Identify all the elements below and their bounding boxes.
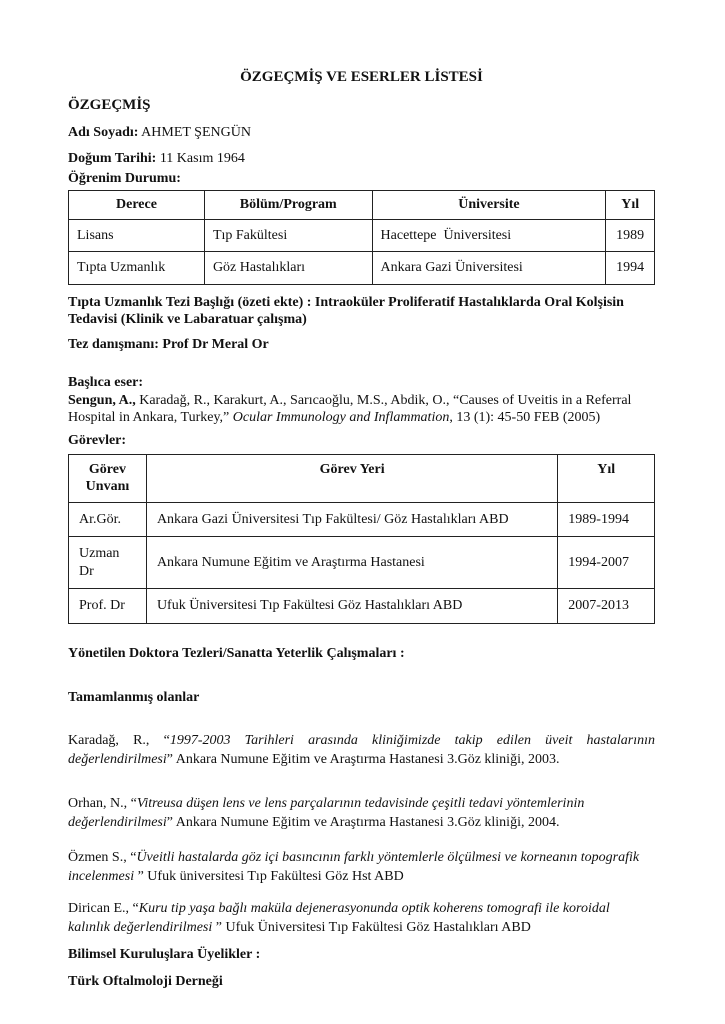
thesis-item-authors: Özmen S., “	[68, 850, 137, 866]
thesis-item	[68, 795, 655, 833]
education-table	[68, 190, 655, 285]
thesis-item-institution: ” Ufuk Üniversitesi Tıp Fakültesi Göz Hastalıkları ABD	[215, 920, 531, 936]
thesis-item-institution: ” Ufuk üniversitesi Tıp Fakültesi Göz Hst ABD	[137, 869, 404, 885]
name-row	[68, 124, 655, 142]
main-work-label: Başlıca eser:	[68, 375, 144, 391]
header-cell-gorev-yeri: Görev Yeri	[146, 454, 557, 502]
specialty-thesis-title: Tıpta Uzmanlık Tezi Başlığı (özeti ekte) : Intraoküler Proliferatif Hastalıklarda Oral Kolşisin Tedavisi (Klinik ve Labaratuar çalışma)	[68, 294, 624, 327]
birth-date-value: 11 Kasım 1964	[156, 151, 245, 166]
thesis-item	[68, 732, 655, 770]
birth-date-label: Doğum Tarihi:	[68, 151, 157, 166]
education-status-label: Öğrenim Durumu:	[68, 170, 181, 186]
table-cell-program: Göz Hastalıkları	[204, 252, 372, 285]
citation-authors: Karadağ, R., Karakurt, A., Sarıcaoğlu, M.S., Abdik, O., “Causes of Uveitis in a Referral Hospital in Ankara, Turkey,”	[68, 392, 632, 426]
main-work-citation	[68, 392, 655, 427]
thesis-item	[68, 900, 655, 938]
supervised-theses-heading: Yönetilen Doktora Tezleri/Sanatta Yeterlik Çalışmaları :	[68, 645, 405, 661]
thesis-item-title: 1997-2003 Tarihleri arasında kliniğimizde takip edilen üveit hastalarının değerlendirilmesi	[68, 732, 656, 767]
header-cell-universite: Üniversite	[372, 191, 606, 220]
duties-table	[68, 454, 655, 624]
birth-date-row	[68, 150, 655, 168]
thesis-item-institution: ” Ankara Numune Eğitim ve Araştırma Hastanesi 3.Göz kliniği, 2004.	[166, 814, 560, 830]
memberships-heading: Bilimsel Kuruluşlara Üyelikler :	[68, 947, 261, 962]
table-row	[69, 219, 655, 252]
header-cell-derece: Derece	[69, 191, 205, 220]
citation-first-author: Sengun, A.,	[68, 392, 136, 408]
header-cell-bolum-program: Bölüm/Program	[204, 191, 372, 220]
thesis-item-title: Kuru tip yaşa bağlı maküla dejenerasyonunda optik koherens tomografi ile koroidal kalınlık değerlendirilmesi	[68, 901, 610, 936]
table-row	[69, 589, 655, 624]
table-cell-title: Prof. Dr	[69, 589, 147, 624]
table-cell-year: 1989	[606, 219, 655, 252]
education-table-header-row	[69, 191, 655, 220]
table-cell-place: Ankara Numune Eğitim ve Araştırma Hastanesi	[146, 537, 557, 589]
table-cell-university: Ankara Gazi Üniversitesi	[372, 252, 606, 285]
citation-tail: , 13 (1): 45-50 FEB (2005)	[449, 410, 601, 426]
header-cell-gorev-unvani: Görev Unvanı	[69, 454, 147, 502]
thesis-item-institution: ” Ankara Numune Eğitim ve Araştırma Hastanesi 3.Göz kliniği, 2003.	[166, 751, 560, 767]
table-row	[69, 252, 655, 285]
membership-item: Türk Oftalmoloji Derneği	[68, 973, 223, 989]
table-cell-program: Tıp Fakültesi	[204, 219, 372, 252]
table-cell-year: 1994	[606, 252, 655, 285]
table-cell-place: Ufuk Üniversitesi Tıp Fakültesi Göz Hastalıkları ABD	[146, 589, 557, 624]
thesis-item-authors: Orhan, N., “	[68, 795, 137, 811]
thesis-advisor-row	[68, 336, 655, 354]
table-cell-title: Ar.Gör.	[69, 502, 147, 537]
table-cell-degree: Lisans	[69, 219, 205, 252]
table-cell-years: 2007-2013	[558, 589, 655, 624]
header-cell-yil: Yıl	[606, 191, 655, 220]
table-cell-degree: Tıpta Uzmanlık	[69, 252, 205, 285]
thesis-item-title: Üveitli hastalarda göz içi basıncının farklı yöntemlerle ölçülmesi ve korneanın topografik incelenmesi	[68, 850, 640, 885]
thesis-item-authors: Dirican E., “	[68, 901, 139, 917]
thesis-item	[68, 849, 655, 887]
duties-label: Görevler:	[68, 433, 127, 449]
name-value: AHMET ŞENGÜN	[138, 124, 251, 140]
name-label: Adı Soyadı:	[68, 124, 139, 140]
citation-journal: Ocular Immunology and Inflammation	[232, 410, 450, 426]
table-cell-place: Ankara Gazi Üniversitesi Tıp Fakültesi/ Göz Hastalıkları ABD	[146, 502, 557, 537]
table-cell-years: 1994-2007	[558, 537, 655, 589]
completed-theses-subheading: Tamamlanmış olanlar	[68, 690, 200, 706]
table-row	[69, 502, 655, 537]
table-cell-university: Hacettepe Üniversitesi	[372, 219, 606, 252]
table-cell-title: Uzman Dr	[69, 537, 147, 589]
thesis-advisor-label: Tez danışmanı:	[68, 336, 159, 352]
page-title: ÖZGEÇMİŞ VE ESERLER LİSTESİ	[240, 69, 483, 85]
duties-table-header-row	[69, 454, 655, 502]
thesis-item-authors: Karadağ, R., “	[68, 732, 170, 748]
header-cell-yil: Yıl	[558, 454, 655, 502]
table-cell-years: 1989-1994	[558, 502, 655, 537]
thesis-advisor-value: Prof Dr Meral Or	[158, 336, 269, 352]
thesis-item-title: Vitreusa düşen lens ve lens parçalarının tedavisinde çeşitli tedavi yöntemlerinin değerlendirilmesi	[68, 795, 585, 830]
cv-section-heading: ÖZGEÇMİŞ	[68, 96, 151, 113]
table-row	[69, 537, 655, 589]
